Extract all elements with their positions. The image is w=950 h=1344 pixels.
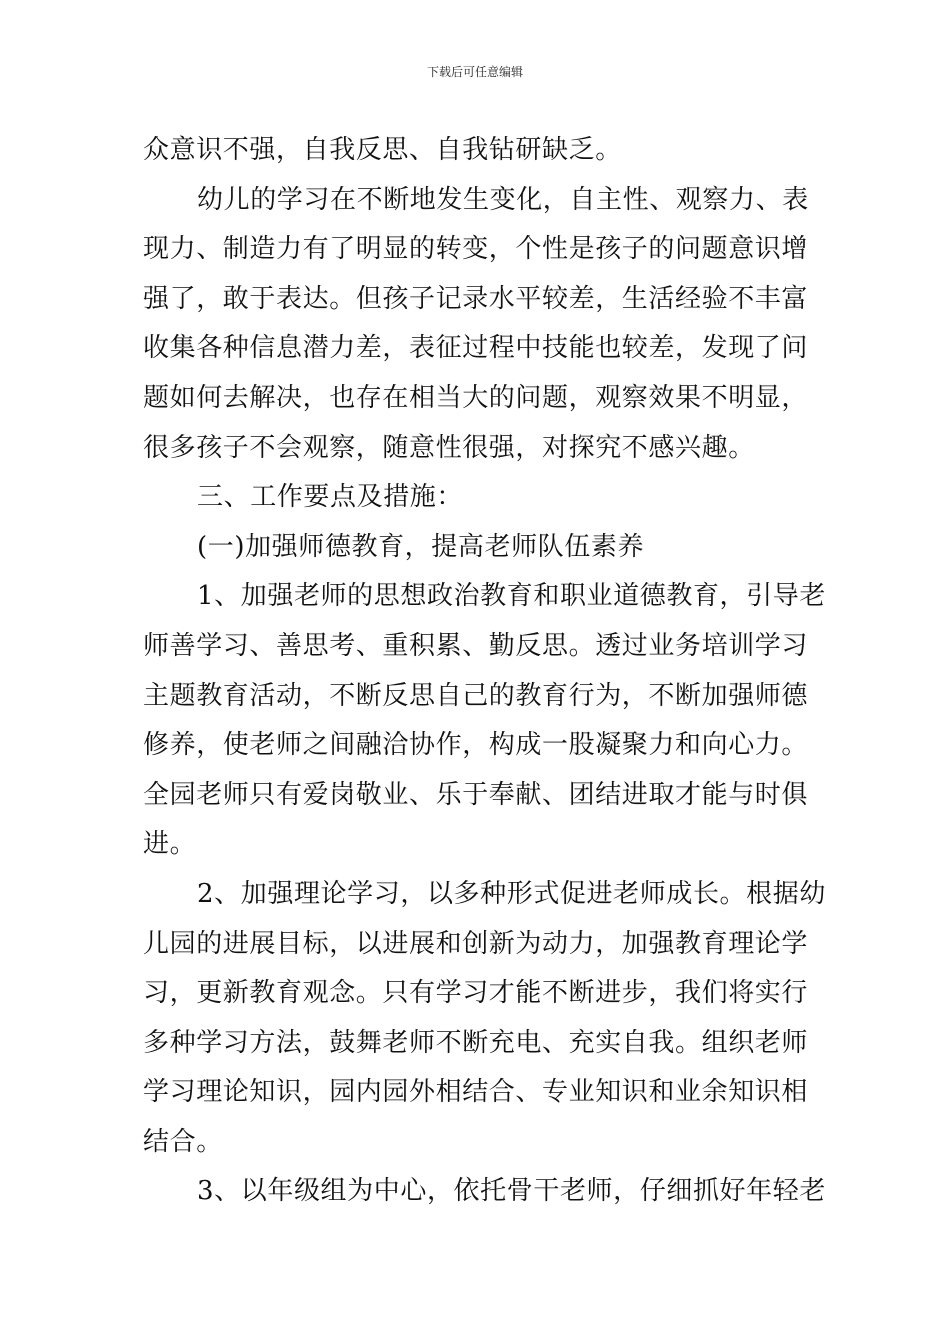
text-line: 习，更新教育观念。只有学习才能不断进步，我们将实行 [143, 978, 809, 1009]
paragraph [143, 572, 826, 870]
text-line: 3、以年级组为中心，依托骨干老师，仔细抓好年轻老 [197, 1176, 826, 1207]
page-header: 下载后可任意编辑 [426, 65, 523, 79]
text-line: 题如何去解决，也存在相当大的问题，观察效果不明显， [143, 382, 809, 413]
text-line: 师善学习、善思考、重积累、勤反思。透过业务培训学习 [143, 630, 809, 661]
document-body [143, 126, 826, 1217]
text-line: 多种学习方法，鼓舞老师不断充电、充实自我。组织老师 [143, 1027, 809, 1058]
paragraph [143, 870, 826, 1168]
section-heading [143, 473, 813, 523]
text-line: 学习理论知识，园内园外相结合、专业知识和业余知识相 [143, 1077, 809, 1108]
paragraph [143, 176, 813, 474]
text-line: 很多孩子不会观察，随意性很强，对探究不感兴趣。 [143, 432, 755, 463]
text-line: 三、工作要点及措施： [197, 482, 464, 513]
text-line: 众意识不强，自我反思、自我钻研缺乏。 [143, 135, 622, 165]
text-line: 幼儿的学习在不断地发生变化，自主性、观察力、表 [197, 184, 809, 215]
text-line: 收集各种信息潜力差，表征过程中技能也较差，发现了问 [143, 333, 809, 364]
text-line: 主题教育活动，不断反思自己的教育行为，不断加强师德 [143, 680, 809, 711]
text-line: 结合。 [143, 1126, 223, 1157]
subsection-heading [143, 523, 813, 573]
paragraph [143, 1167, 826, 1217]
paragraph [143, 126, 813, 176]
text-line: 强了，敢于表达。但孩子记录水平较差，生活经验不丰富 [143, 283, 809, 314]
text-line: (一)加强师德教育，提高老师队伍素养 [197, 531, 645, 562]
text-line: 2、加强理论学习，以多种形式促进老师成长。根据幼 [197, 878, 826, 909]
text-line: 进。 [143, 829, 197, 860]
text-line: 修养，使老师之间融洽协作，构成一股凝聚力和向心力。 [143, 730, 809, 761]
text-line: 全园老师只有爱岗敬业、乐于奉献、团结进取才能与时俱 [143, 779, 809, 810]
text-line: 1、加强老师的思想政治教育和职业道德教育，引导老 [197, 581, 826, 612]
text-line: 儿园的进展目标，以进展和创新为动力，加强教育理论学 [143, 928, 809, 959]
text-line: 现力、制造力有了明显的转变，个性是孩子的问题意识增 [143, 234, 809, 265]
